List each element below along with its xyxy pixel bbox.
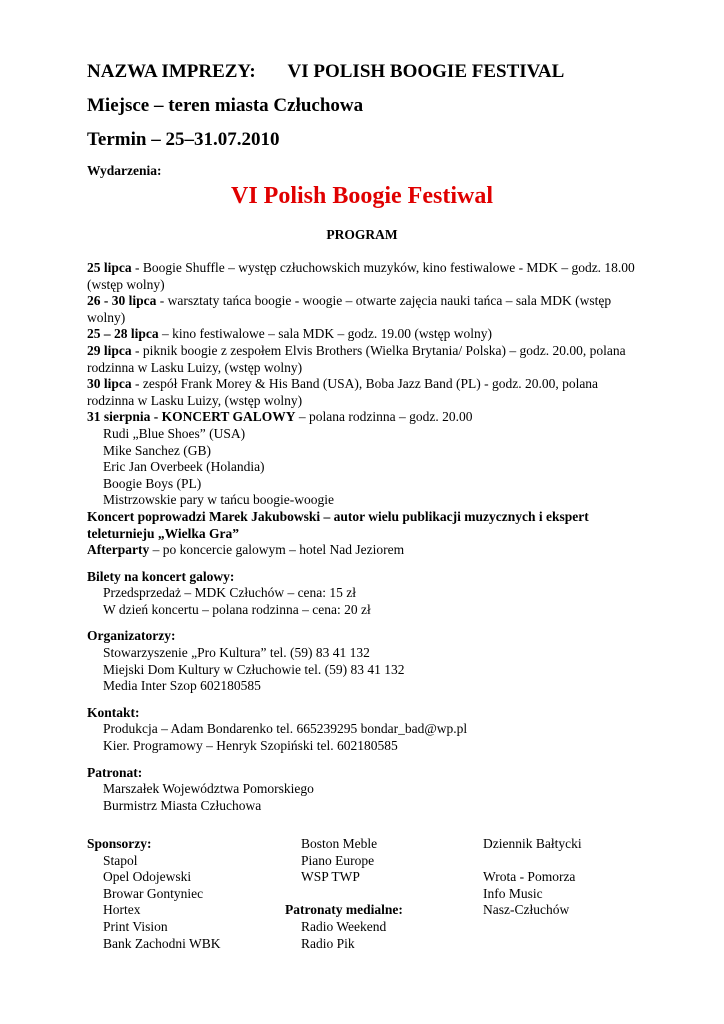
program-text: – kino festiwalowe – sala MDK – godz. 19.00 (wstęp wolny) bbox=[158, 326, 492, 342]
ticket-item: Przedsprzedaż – MDK Człuchów – cena: 15 zł bbox=[103, 585, 357, 601]
host-note: Koncert poprowadzi Marek Jakubowski – autor wielu publikacji muzycznych i ekspert teleturnieju „Wielka Gra” bbox=[87, 508, 589, 541]
program-item bbox=[87, 343, 647, 376]
program-date: 25 – 28 lipca bbox=[87, 326, 159, 342]
event-label: NAZWA IMPREZY: bbox=[87, 61, 256, 82]
place-line: Miejsce – teren miasta Człuchowa bbox=[87, 95, 364, 116]
afterparty-line bbox=[87, 542, 647, 559]
program-text: - warsztaty tańca boogie - woogie – otwarte zajęcia nauki tańca – sala MDK (wstęp wolny) bbox=[87, 293, 612, 325]
sponsors-column-3 bbox=[483, 836, 582, 919]
contact-item: Produkcja – Adam Bondarenko tel. 665239295 bondar_bad@wp.pl bbox=[103, 721, 468, 737]
program-item bbox=[87, 293, 647, 326]
term-line: Termin – 25–31.07.2010 bbox=[87, 129, 280, 150]
sponsor-item: Print Vision bbox=[103, 918, 168, 934]
patronage-item: Marszałek Województwa Pomorskiego bbox=[103, 781, 314, 797]
sponsor-item: WSP TWP bbox=[301, 869, 360, 885]
program-date: 25 lipca bbox=[87, 260, 132, 275]
gala-performer: Mistrzowskie pary w tańcu boogie-woogie bbox=[103, 492, 334, 508]
festival-title: VI Polish Boogie Festiwal bbox=[231, 183, 493, 209]
program-item bbox=[87, 409, 647, 426]
tickets-heading: Bilety na koncert galowy: bbox=[87, 568, 235, 584]
sponsor-item: Hortex bbox=[103, 902, 141, 918]
media-patron-item: Wrota - Pomorza bbox=[483, 869, 576, 885]
sponsor-item: Boston Meble bbox=[301, 836, 378, 851]
program-date: 26 - 30 lipca bbox=[87, 293, 157, 309]
program-date: 29 lipca bbox=[87, 342, 132, 358]
sponsor-item: Bank Zachodni WBK bbox=[103, 935, 221, 951]
sponsor-item: Piano Europe bbox=[301, 852, 375, 868]
gala-performer: Boogie Boys (PL) bbox=[103, 475, 202, 491]
media-patron-item: Nasz-Człuchów bbox=[483, 902, 570, 918]
program-date: 30 lipca bbox=[87, 376, 132, 392]
program-item bbox=[87, 376, 647, 409]
program-heading: PROGRAM bbox=[326, 227, 398, 242]
media-patron-item: Dziennik Bałtycki bbox=[483, 836, 582, 851]
gala-performer: Rudi „Blue Shoes” (USA) bbox=[103, 425, 246, 441]
sponsor-item: Browar Gontyniec bbox=[103, 885, 204, 901]
program-text: - zespół Frank Morey & His Band (USA), Boba Jazz Band (PL) - godz. 20.00, polana rodzinna w Lasku Luizy, (wstęp wolny) bbox=[87, 376, 599, 408]
program-text: - Boogie Shuffle – występ człuchowskich muzyków, kino festiwalowe - MDK – godz. 18.00 (wstęp wolny) bbox=[87, 260, 635, 292]
contact-heading: Kontakt: bbox=[87, 704, 140, 720]
sponsors-heading: Sponsorzy: bbox=[87, 836, 152, 851]
program-item bbox=[87, 326, 647, 343]
gala-performer: Mike Sanchez (GB) bbox=[103, 442, 211, 458]
event-name-line bbox=[87, 61, 564, 83]
sponsors-column-2 bbox=[285, 836, 403, 952]
program-text: - piknik boogie z zespołem Elvis Brothers (Wielka Brytania/ Polska) – godz. 20.00, polana rodzinna w Lasku Luizy, (wstęp wolny) bbox=[87, 342, 626, 375]
sponsors-column-1 bbox=[87, 836, 220, 952]
sponsor-item: Stapol bbox=[103, 852, 138, 868]
program-text: – polana rodzinna – godz. 20.00 bbox=[295, 409, 473, 425]
patronage-heading: Patronat: bbox=[87, 764, 143, 780]
organizer-item: Media Inter Szop 602180585 bbox=[103, 678, 261, 694]
organizer-item: Stowarzyszenie „Pro Kultura” tel. (59) 83 41 132 bbox=[103, 645, 370, 661]
ticket-item: W dzień koncertu – polana rodzinna – cena: 20 zł bbox=[103, 601, 371, 617]
media-patronage-heading: Patronaty medialne: bbox=[285, 902, 403, 918]
program-section bbox=[87, 260, 647, 814]
afterparty-text: – po koncercie galowym – hotel Nad Jeziorem bbox=[149, 542, 405, 558]
media-patron-item: Radio Pik bbox=[301, 935, 355, 951]
sponsor-item: Opel Odojewski bbox=[103, 869, 192, 885]
events-label: Wydarzenia: bbox=[87, 163, 162, 178]
media-patron-item: Info Music bbox=[483, 885, 543, 901]
organizers-heading: Organizatorzy: bbox=[87, 628, 176, 644]
afterparty-label: Afterparty bbox=[87, 542, 150, 558]
contact-item: Kier. Programowy – Henryk Szopiński tel. 602180585 bbox=[103, 738, 398, 754]
event-name: VI POLISH BOOGIE FESTIVAL bbox=[287, 61, 565, 82]
media-patron-item: Radio Weekend bbox=[301, 918, 387, 934]
program-date: 31 sierpnia - KONCERT GALOWY bbox=[87, 409, 296, 425]
patronage-item: Burmistrz Miasta Człuchowa bbox=[103, 797, 262, 813]
program-item bbox=[87, 260, 647, 293]
gala-performer: Eric Jan Overbeek (Holandia) bbox=[103, 459, 265, 475]
organizer-item: Miejski Dom Kultury w Człuchowie tel. (59) 83 41 132 bbox=[103, 661, 405, 677]
